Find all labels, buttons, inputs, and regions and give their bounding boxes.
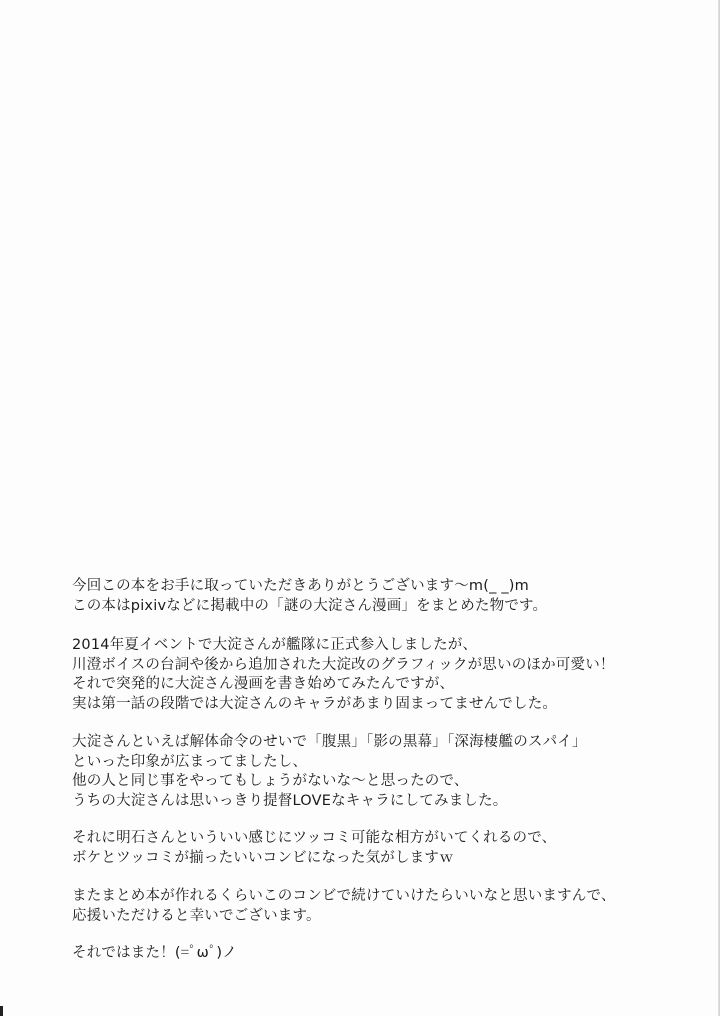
text-line: 実は第一話の段階では大淀さんのキャラがあまり固まってませんでした。 [72,695,558,712]
text-line: それではまた！(=ﾟωﾟ)ノ [72,945,237,961]
text-line: 今回この本をお手に取っていただきありがとうございます～m(_ _)m [72,578,529,594]
text-line: 2014年夏イベントで大淀さんが艦隊に正式参入しましたが、 [72,637,478,653]
text-line: 川澄ボイスの台詞や後から追加された大淀改のグラフィックが思いのほか可愛い！ [72,656,615,673]
paragraph-origin [72,636,672,714]
paragraph-character [72,733,672,811]
paragraph-signoff [72,944,672,964]
paragraph-future [72,887,672,926]
paragraph-partner [72,829,672,868]
afterword-text [72,577,672,964]
text-line: うちの大淀さんは思いっきり提督LOVEなキャラにしてみました。 [72,792,508,809]
text-line: 応援いただけると幸いでございます。 [72,907,321,924]
text-line: ボケとツッコミが揃ったいいコンビになった気がしますｗ [72,849,454,866]
text-line: それで突発的に大淀さん漫画を書き始めてみたんですが、 [72,676,455,692]
text-line: それに明石さんといういい感じにツッコミ可能な相方がいてくれるので、 [72,830,557,846]
text-line: 他の人と同じ事をやってもしょうがないな～と思ったので、 [72,773,469,789]
text-line: またまとめ本が作れるくらいこのコンビで続けていけたらいいなと思いますんで、 [72,888,616,904]
text-line: 大淀さんといえば解体命令のせいで「腹黒」「影の黒幕」「深海棲艦のスパイ」 [72,734,587,750]
paragraph-thanks [72,577,672,616]
text-line: この本はpixivなどに掲載中の「謎の大淀さん漫画」をまとめた物です。 [72,597,548,614]
text-line: といった印象が広まってましたし、 [72,753,308,770]
scan-mark [0,1006,3,1016]
